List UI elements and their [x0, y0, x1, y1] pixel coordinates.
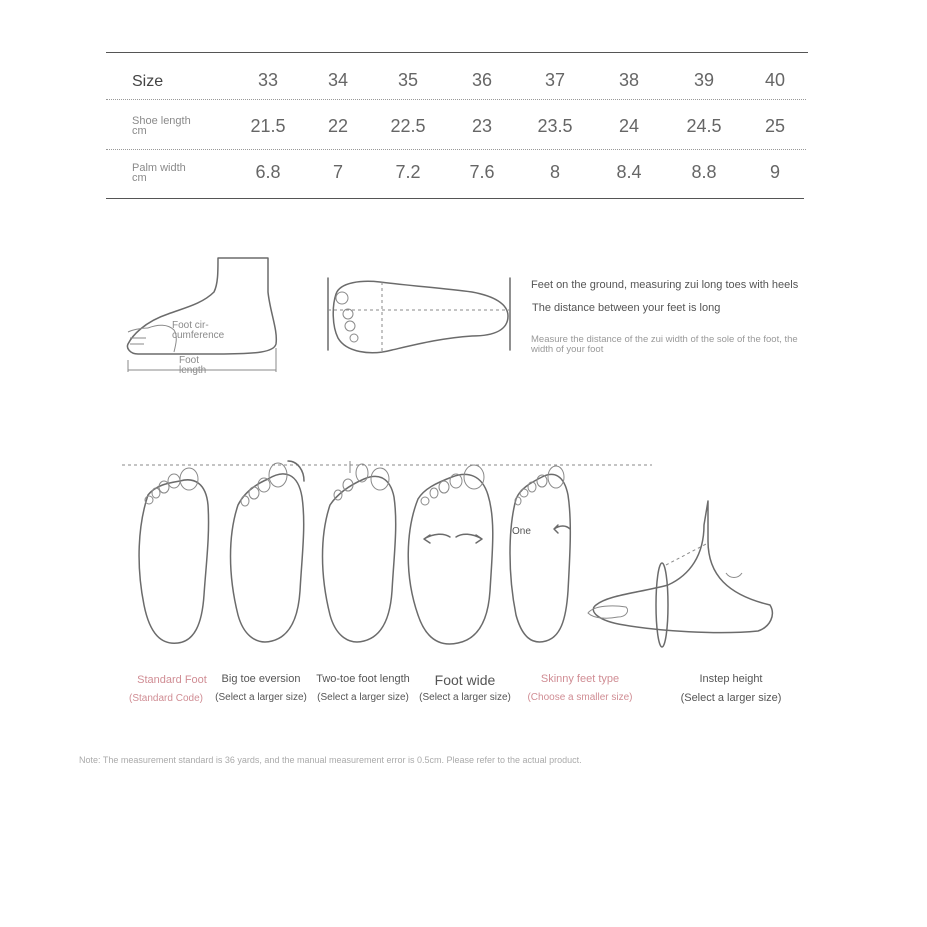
palm-width-cell: 7.2	[395, 162, 421, 182]
foot-type-skinny	[527, 673, 632, 703]
shoe-length-cell: 24.5	[686, 116, 722, 136]
table-bottom-rule	[106, 198, 804, 199]
foot-type-sub: (Standard Code)	[129, 693, 203, 704]
foot-type-sub: (Choose a smaller size)	[527, 692, 633, 703]
shoe-length-cell: 22.5	[390, 116, 426, 136]
foot-type-sub: (Select a larger size)	[419, 692, 511, 703]
size-cell: 33	[257, 70, 279, 90]
size-cell: 34	[327, 70, 349, 90]
measurement-note: Note: The measurement standard is 36 yards, and the manual measurement error is 0.5cm. Please refer to the actual product.	[79, 755, 582, 765]
foot-type-title: Standard Foot	[137, 674, 207, 686]
instruction-2: The distance between your feet is long	[532, 302, 721, 314]
shoe-length-cell: 24	[618, 116, 640, 136]
foot-type-big-toe-eversion	[215, 673, 307, 703]
size-header: Size	[132, 73, 164, 90]
big-toe-eversion-foot-icon	[231, 461, 305, 642]
size-cell: 40	[764, 70, 786, 90]
shoe-length-header: Shoe length cm	[132, 115, 191, 137]
foot-type-wide	[419, 672, 511, 703]
instruction-1: Feet on the ground, measuring zui long toes with heels	[531, 279, 799, 291]
foot-type-sub: (Select a larger size)	[680, 692, 782, 704]
palm-width-cell: 8	[549, 162, 560, 182]
foot-type-instep-height	[681, 673, 782, 704]
shoe-length-cell: 25	[764, 116, 786, 136]
palm-width-cell: 8.8	[691, 162, 717, 182]
shoe-length-cell: 22	[327, 116, 349, 136]
instep-height-foot-icon	[588, 501, 772, 647]
size-cell: 38	[618, 70, 640, 90]
foot-type-title: Instep height	[699, 673, 763, 685]
palm-width-cell: 8.4	[616, 162, 642, 182]
top-foot-illustration	[322, 272, 516, 362]
size-cell: 35	[397, 70, 419, 90]
foot-type-sub: (Select a larger size)	[215, 692, 307, 703]
one-label: One	[512, 526, 531, 537]
foot-length-label: Foot length	[179, 355, 207, 376]
palm-width-cell: 7.6	[469, 162, 495, 182]
foot-type-title: Foot wide	[434, 672, 496, 688]
foot-type-standard	[129, 674, 207, 704]
foot-type-title: Skinny feet type	[540, 673, 620, 685]
size-cell: 36	[471, 70, 493, 90]
table-top-rule	[106, 52, 808, 53]
foot-type-title: Big toe eversion	[221, 673, 301, 685]
foot-circumference-label: Foot cir- cumference	[172, 320, 225, 341]
two-toe-foot-length-icon	[323, 461, 396, 642]
foot-type-title: Two-toe foot length	[316, 673, 410, 685]
standard-foot-icon	[139, 468, 208, 643]
shoe-length-cell: 23.5	[537, 116, 573, 136]
foot-types-illustration	[118, 455, 788, 655]
size-cell: 37	[544, 70, 566, 90]
instruction-3: Measure the distance of the zui width of the sole of the foot, the width of your foot	[531, 334, 798, 355]
foot-type-sub: (Select a larger size)	[317, 692, 409, 703]
size-cell: 39	[693, 70, 715, 90]
palm-width-header: Palm width cm	[132, 162, 186, 184]
palm-width-cell: 7	[332, 162, 343, 182]
table-row-divider	[106, 99, 806, 100]
palm-width-cell: 9	[769, 162, 780, 182]
shoe-length-cell: 23	[471, 116, 493, 136]
foot-wide-icon	[408, 465, 493, 644]
palm-width-cell: 6.8	[255, 162, 281, 182]
foot-type-two-toe-length	[316, 673, 410, 703]
skinny-foot-icon	[510, 466, 570, 642]
shoe-length-cell: 21.5	[250, 116, 286, 136]
table-row-divider	[106, 149, 806, 150]
